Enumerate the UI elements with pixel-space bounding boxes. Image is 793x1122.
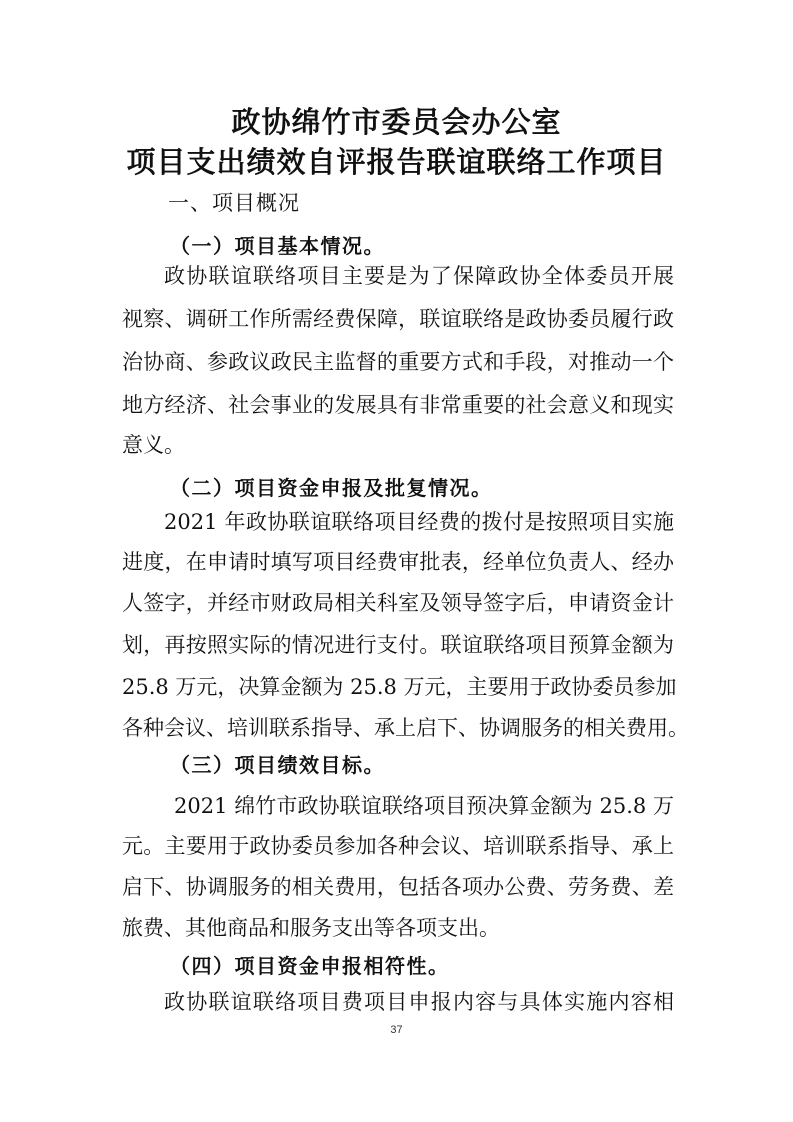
page-number: 37 bbox=[390, 1024, 403, 1036]
paragraph-line: 政协联谊联络项目主要是为了保障政协全体委员开展 bbox=[164, 264, 674, 288]
paragraph-line: 各种会议、培训联系指导、承上启下、协调服务的相关费用。 bbox=[122, 716, 689, 740]
subsection-heading-funding-consistency: （四）项目资金申报相符性。 bbox=[170, 954, 450, 978]
subsection-heading-performance-goals: （三）项目绩效目标。 bbox=[170, 753, 385, 777]
subsection-heading-basic-info: （一）项目基本情况。 bbox=[170, 234, 385, 258]
paragraph-line: 2021 绵竹市政协联谊联络项目预决算金额为 25.8 万 bbox=[174, 794, 674, 818]
document-title-line-1: 政协绵竹市委员会办公室 bbox=[231, 105, 562, 139]
paragraph-line: 旅费、其他商品和服务支出等各项支出。 bbox=[122, 916, 500, 940]
document-title-line-2: 项目支出绩效自评报告联谊联络工作项目 bbox=[126, 145, 667, 179]
section-heading-overview: 一、项目概况 bbox=[168, 191, 300, 215]
paragraph-line: 地方经济、社会事业的发展具有非常重要的社会意义和现实 bbox=[122, 393, 674, 417]
paragraph-line: 视察、调研工作所需经费保障，联谊联络是政协委员履行政 bbox=[122, 307, 674, 331]
paragraph-line: 25.8 万元，决算金额为 25.8 万元，主要用于政协委员参加 bbox=[122, 675, 677, 699]
paragraph-line: 2021 年政协联谊联络项目经费的拨付是按照项目实施 bbox=[164, 510, 674, 534]
paragraph-line: 元。主要用于政协委员参加各种会议、培训联系指导、承上 bbox=[122, 834, 674, 858]
subsection-heading-funding-application: （二）项目资金申报及批复情况。 bbox=[170, 476, 493, 500]
paragraph-line: 进度，在申请时填写项目经费审批表，经单位负责人、经办 bbox=[122, 550, 674, 574]
paragraph-line: 启下、协调服务的相关费用，包括各项办公费、劳务费、差 bbox=[122, 875, 674, 899]
paragraph-line: 划，再按照实际的情况进行支付。联谊联络项目预算金额为 bbox=[122, 633, 674, 657]
paragraph-line: 人签字，并经市财政局相关科室及领导签字后，申请资金计 bbox=[122, 591, 674, 615]
paragraph-line: 政协联谊联络项目费项目申报内容与具体实施内容相 bbox=[164, 990, 674, 1014]
paragraph-line: 意义。 bbox=[122, 433, 185, 457]
paragraph-line: 治协商、参政议政民主监督的重要方式和手段，对推动一个 bbox=[122, 350, 674, 374]
